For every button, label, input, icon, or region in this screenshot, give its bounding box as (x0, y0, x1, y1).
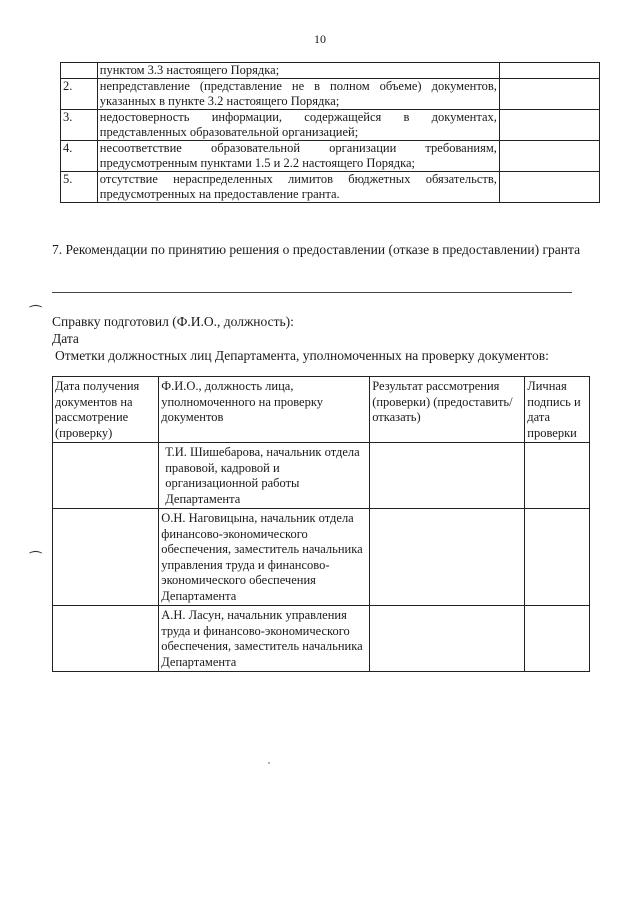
approvals-table (52, 376, 590, 672)
table-row (61, 110, 600, 141)
mark-cell (499, 110, 599, 141)
official-cell: О.Н. Наговицына, начальник отдела финансово-экономического обеспечения, заместитель начальника управления труда и финансово-экономического обеспечения Департамента (159, 509, 370, 606)
table-row (61, 79, 600, 110)
header-result: Результат рассмотрения (проверки) (предоставить/отказать) (370, 377, 525, 443)
marks-heading: Отметки должностных лиц Департамента, уполномоченных на проверку документов: (55, 348, 549, 363)
result-cell (370, 509, 525, 606)
ground-text: отсутствие нераспределенных лимитов бюджетных обязательств, предусмотренных на предоставление гранта. (97, 172, 499, 203)
section-7-heading: 7. Рекомендации по принятию решения о предоставлении (отказе в предоставлении) гранта (52, 242, 581, 257)
mark-cell (499, 141, 599, 172)
header-row (53, 377, 590, 443)
result-cell (370, 606, 525, 672)
page-number: 10 (314, 32, 326, 46)
pencil-tick-mark: ⁀ (30, 552, 42, 568)
mark-cell (499, 79, 599, 110)
table-row (61, 141, 600, 172)
result-cell (370, 443, 525, 509)
table-row (53, 443, 590, 509)
row-number: 5. (61, 172, 98, 203)
table-row (53, 509, 590, 606)
mark-cell (499, 172, 599, 203)
official-cell: Т.И. Шишебарова, начальник отдела правовой, кадровой и организационной работы Департамента (159, 443, 370, 509)
scan-speck (268, 762, 270, 764)
signature-cell (525, 509, 590, 606)
ground-text: несоответствие образовательной организации требованиям, предусмотренным пунктами 1.5 и 2.2 настоящего Порядка; (97, 141, 499, 172)
official-cell: А.Н. Ласун, начальник управления труда и финансово-экономического обеспечения, заместитель начальника Департамента (159, 606, 370, 672)
header-date-received: Дата получения документов на рассмотрение (проверку) (53, 377, 159, 443)
row-number: 4. (61, 141, 98, 172)
mark-cell (499, 63, 599, 79)
table-row (61, 63, 600, 79)
header-official: Ф.И.О., должность лица, уполномоченного на проверку документов (159, 377, 370, 443)
date-label: Дата (52, 331, 79, 346)
date-cell (53, 606, 159, 672)
ground-text: недостоверность информации, содержащейся в документах, представленных образовательной организацией; (97, 110, 499, 141)
ground-text: пунктом 3.3 настоящего Порядка; (97, 63, 499, 79)
ground-text: непредставление (представление не в полном объеме) документов, указанных в пункте 3.2 настоящего Порядка; (97, 79, 499, 110)
table-row (53, 606, 590, 672)
grounds-table (60, 62, 600, 203)
prepared-by-line: Справку подготовил (Ф.И.О., должность): (52, 314, 294, 329)
pencil-tick-mark: ⁀ (30, 306, 42, 322)
header-signature: Личная подпись и дата проверки (525, 377, 590, 443)
prepared-by-block (52, 313, 612, 364)
fill-in-line (52, 292, 572, 293)
signature-cell (525, 606, 590, 672)
table-row (61, 172, 600, 203)
signature-cell (525, 443, 590, 509)
row-number: 2. (61, 79, 98, 110)
row-number (61, 63, 98, 79)
date-cell (53, 443, 159, 509)
row-number: 3. (61, 110, 98, 141)
date-cell (53, 509, 159, 606)
